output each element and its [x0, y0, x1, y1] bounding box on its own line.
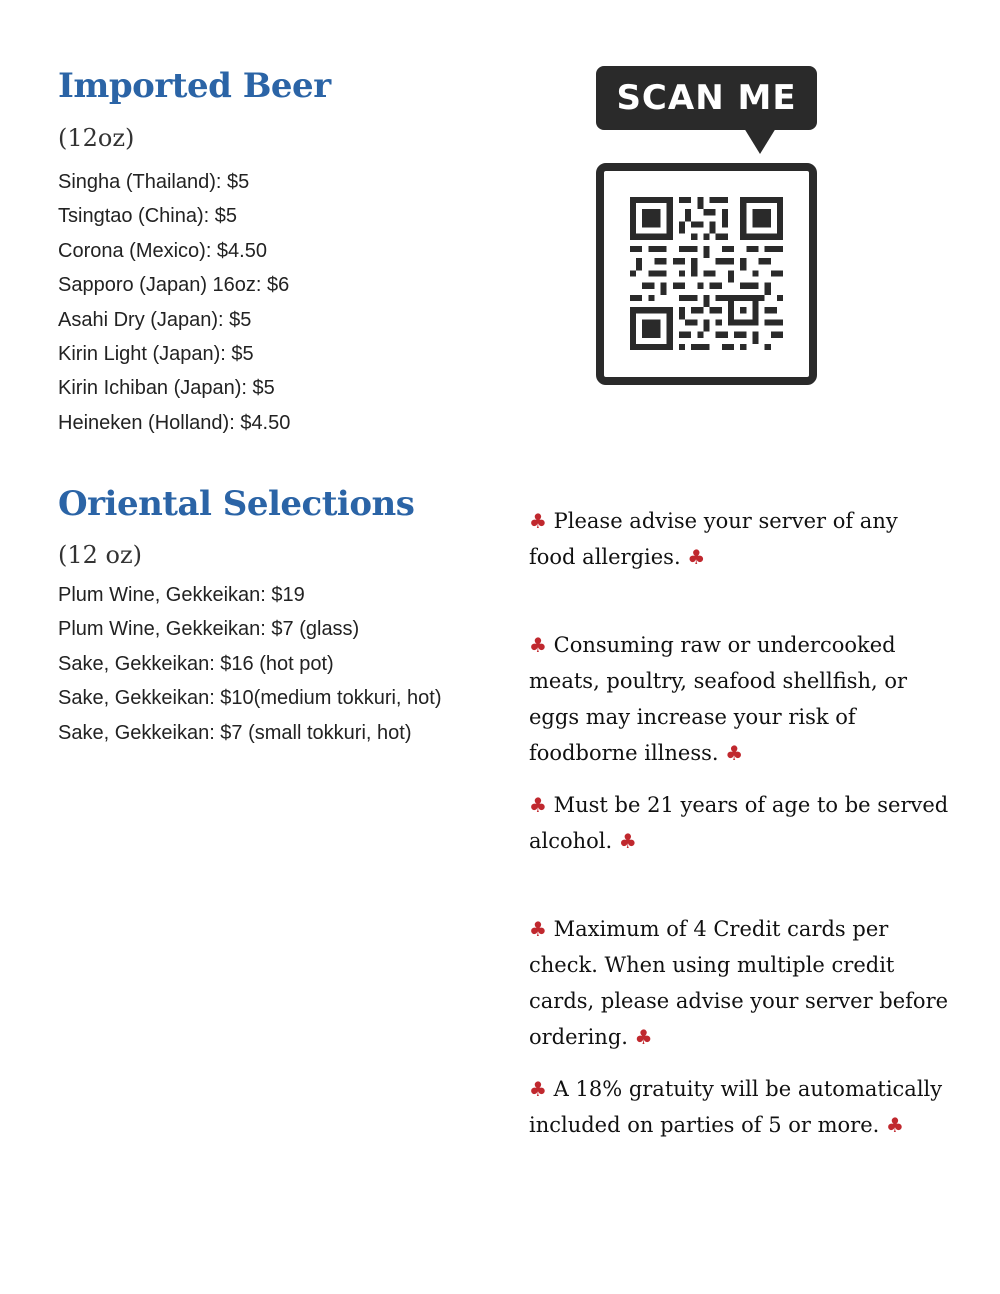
notice-age	[529, 787, 949, 859]
oriental-selections-title: Oriental Selections	[58, 484, 415, 524]
list-item: Plum Wine, Gekkeikan: $19	[58, 584, 305, 606]
club-suit-icon: ♣	[529, 1077, 547, 1101]
qr-code-icon	[630, 197, 783, 350]
qr-code[interactable]	[596, 163, 817, 385]
list-item: Plum Wine, Gekkeikan: $7 (glass)	[58, 618, 360, 641]
list-item: Tsingtao (China): $5	[58, 205, 237, 228]
club-suit-icon: ♣	[885, 1113, 904, 1137]
notice-credit-cards	[529, 911, 949, 1055]
imported-beer-title: Imported Beer	[58, 66, 331, 106]
notice-raw-food	[529, 627, 949, 771]
club-suit-icon: ♣	[725, 741, 744, 765]
imported-beer-size: (12oz)	[58, 124, 135, 152]
club-suit-icon: ♣	[529, 793, 547, 817]
club-suit-icon: ♣	[529, 917, 547, 941]
notice-text: Must be 21 years of age to be served alcohol.	[529, 793, 949, 853]
oriental-selections-list	[58, 584, 442, 756]
scan-me-pointer	[744, 128, 776, 154]
list-item: Asahi Dry (Japan): $5	[58, 308, 252, 331]
list-item: Singha (Thailand): $5	[58, 171, 250, 193]
club-suit-icon: ♣	[634, 1025, 653, 1049]
notice-text: A 18% gratuity will be automatically included on parties of 5 or more.	[529, 1077, 943, 1137]
list-item: Corona (Mexico): $4.50	[58, 239, 267, 262]
oriental-selections-size: (12 oz)	[58, 541, 142, 569]
notice-text: Maximum of 4 Credit cards per check. When using multiple credit cards, please advise your server before ordering.	[529, 917, 949, 1049]
scan-me-badge: SCAN ME	[596, 66, 817, 130]
club-suit-icon: ♣	[618, 829, 637, 853]
club-suit-icon: ♣	[529, 633, 547, 657]
list-item: Sake, Gekkeikan: $16 (hot pot)	[58, 652, 334, 675]
list-item: Sake, Gekkeikan: $10(medium tokkuri, hot)	[58, 687, 442, 710]
list-item: Kirin Ichiban (Japan): $5	[58, 377, 275, 400]
imported-beer-list	[58, 171, 290, 446]
notice-gratuity	[529, 1071, 949, 1143]
club-suit-icon: ♣	[687, 545, 706, 569]
notice-text: Please advise your server of any food allergies.	[529, 509, 898, 569]
notice-text: Consuming raw or undercooked meats, poultry, seafood shellfish, or eggs may increase your risk of foodborne illness.	[529, 633, 908, 765]
list-item: Kirin Light (Japan): $5	[58, 342, 254, 365]
list-item: Heineken (Holland): $4.50	[58, 411, 291, 434]
list-item: Sake, Gekkeikan: $7 (small tokkuri, hot)	[58, 721, 412, 744]
list-item: Sapporo (Japan) 16oz: $6	[58, 274, 290, 297]
notice-allergies	[529, 503, 949, 575]
club-suit-icon: ♣	[529, 509, 547, 533]
